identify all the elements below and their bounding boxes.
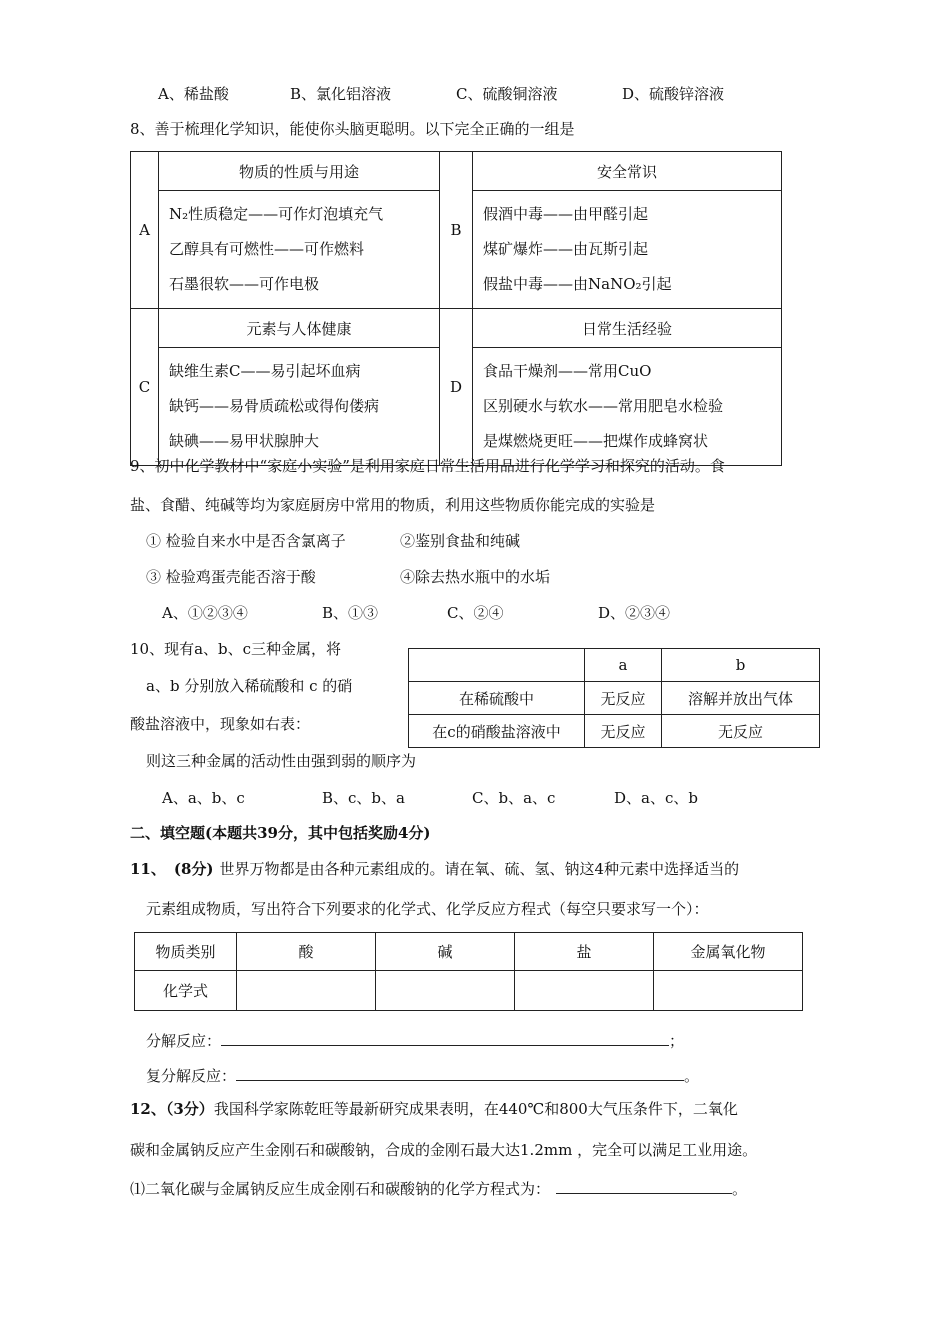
q11-text-1: 世界万物都是由各种元素组成的。请在氧、硫、氢、钠这4种元素中选择适当的 <box>219 860 740 878</box>
q9-item-2: ②鉴别食盐和纯碱 <box>400 532 521 550</box>
q12-points: （3分） <box>165 1100 214 1118</box>
q10-header-empty <box>409 649 585 682</box>
q11-answer-cell[interactable] <box>515 971 654 1011</box>
q8-b-line: 煤矿爆炸——由瓦斯引起 <box>483 240 649 258</box>
q7-option-d: D、硫酸锌溶液 <box>622 85 725 103</box>
q9-item-4: ④除去热水瓶中的水垢 <box>400 568 551 586</box>
q11-row-label: 化学式 <box>135 971 237 1011</box>
q8-c-body <box>159 348 440 466</box>
q8-stem: 8、善于梳理化学知识，能使你头脑更聪明。以下完全正确的一组是 <box>130 120 575 138</box>
q9-option-b: B、①③ <box>322 604 379 622</box>
q10-header-a: a <box>585 649 662 682</box>
q7-option-c: C、硫酸铜溶液 <box>456 85 558 103</box>
q9-item-3: ③ 检验鸡蛋壳能否溶于酸 <box>146 568 316 586</box>
q11-header: 盐 <box>515 933 654 971</box>
q10-cell: 无反应 <box>585 682 662 715</box>
q10-line-2: a、b 分别放入稀硫酸和 c 的硝 <box>146 677 353 695</box>
q8-letter-b: B <box>440 152 473 309</box>
q8-a-line: 石墨很软——可作电极 <box>169 275 320 293</box>
q12-line-1 <box>130 1098 738 1119</box>
q8-letter-a: A <box>131 152 159 309</box>
q9-stem-1: 9、初中化学教材中“家庭小实验”是利用家庭日常生活用品进行化学学习和探究的活动。食 <box>130 457 725 475</box>
q11-decomp-row <box>146 1028 684 1051</box>
q7-option-a: A、稀盐酸 <box>158 85 229 103</box>
q11-points: (8分) <box>173 860 214 878</box>
q11-header: 物质类别 <box>135 933 237 971</box>
q11-answer-cell[interactable] <box>376 971 515 1011</box>
q11-decomp-blank[interactable] <box>221 1028 669 1046</box>
q11-answer-cell[interactable] <box>237 971 376 1011</box>
q8-letter-c: C <box>131 309 159 466</box>
q8-c-line: 缺碘——易甲状腺肿大 <box>169 432 320 450</box>
q8-a-title: 物质的性质与用途 <box>159 152 440 191</box>
q12-sub-1-text: ⑴二氧化碳与金属钠反应生成金刚石和碳酸钠的化学方程式为： <box>130 1180 551 1198</box>
q11-decomp-end: ； <box>669 1032 685 1050</box>
q8-c-title: 元素与人体健康 <box>159 309 440 348</box>
q12-number: 12、 <box>130 1100 166 1118</box>
q10-option-c: C、b、a、c <box>472 789 556 807</box>
q9-item-1: ① 检验自来水中是否含氯离子 <box>146 532 346 550</box>
q11-double-blank[interactable] <box>236 1063 684 1081</box>
q11-double-row <box>146 1063 699 1086</box>
q11-answer-cell[interactable] <box>654 971 803 1011</box>
q11-line-1 <box>130 858 739 879</box>
q10-row-label: 在稀硫酸中 <box>409 682 585 715</box>
q8-table <box>130 151 782 466</box>
q8-d-title: 日常生活经验 <box>473 309 782 348</box>
q8-b-line: 假盐中毒——由NaNO₂引起 <box>483 275 672 293</box>
q9-option-c: C、②④ <box>447 604 504 622</box>
q11-text-2: 元素组成物质，写出符合下列要求的化学式、化学反应方程式（每空只要求写一个）： <box>146 900 709 918</box>
q8-d-line: 是煤燃烧更旺——把煤作成蜂窝状 <box>483 432 709 450</box>
q9-stem-2: 盐、食醋、纯碱等均为家庭厨房中常用的物质，利用这些物质你能完成的实验是 <box>130 496 656 514</box>
q10-cell: 无反应 <box>585 715 662 748</box>
q11-double-label: 复分解反应： <box>146 1067 237 1085</box>
q12-sub-1-blank[interactable] <box>556 1176 732 1194</box>
q8-b-line: 假酒中毒——由甲醛引起 <box>483 205 649 223</box>
q10-header-b: b <box>662 649 820 682</box>
q10-option-d: D、a、c、b <box>614 789 698 807</box>
q9-option-a: A、①②③④ <box>162 604 248 622</box>
q10-cell: 溶解并放出气体 <box>662 682 820 715</box>
q12-sub-1 <box>130 1176 747 1199</box>
q11-header: 酸 <box>237 933 376 971</box>
q11-number: 11、 <box>130 860 166 878</box>
q11-table <box>134 932 803 1011</box>
q8-letter-d: D <box>440 309 473 466</box>
q8-d-line: 区别硬水与软水——常用肥皂水检验 <box>483 397 724 415</box>
q8-d-body <box>473 348 782 466</box>
q10-option-a: A、a、b、c <box>162 789 245 807</box>
section-heading: 二、填空题(本题共39分，其中包括奖励4分) <box>130 824 431 842</box>
q10-line-1: 10、现有a、b、c三种金属，将 <box>130 640 342 658</box>
q10-row-label: 在c的硝酸盐溶液中 <box>409 715 585 748</box>
q10-option-b: B、c、b、a <box>322 789 405 807</box>
q10-line-4: 则这三种金属的活动性由强到弱的顺序为 <box>146 752 417 770</box>
q11-header: 金属氧化物 <box>654 933 803 971</box>
q11-header: 碱 <box>376 933 515 971</box>
q10-line-3: 酸盐溶液中，现象如右表： <box>130 715 311 733</box>
q8-a-line: N₂性质稳定——可作灯泡填充气 <box>169 205 384 223</box>
q12-sub-1-end: 。 <box>732 1180 748 1198</box>
q8-c-line: 缺钙——易骨质疏松或得佝偻病 <box>169 397 380 415</box>
q7-option-b: B、氯化铝溶液 <box>290 85 392 103</box>
q12-text-2: 碳和金属钠反应产生金刚石和碳酸钠，合成的金刚石最大达1.2mm ，完全可以满足工业用途。 <box>130 1141 758 1159</box>
q8-a-body <box>159 191 440 309</box>
q8-d-line: 食品干燥剂——常用CuO <box>483 362 652 380</box>
q9-option-d: D、②③④ <box>598 604 671 622</box>
q11-decomp-label: 分解反应： <box>146 1032 222 1050</box>
q8-b-body <box>473 191 782 309</box>
q12-text-1: 我国科学家陈乾旺等最新研究成果表明，在440℃和800大气压条件下，二氧化 <box>213 1100 738 1118</box>
q8-c-line: 缺维生素C——易引起坏血病 <box>169 362 361 380</box>
q8-a-line: 乙醇具有可燃性——可作燃料 <box>169 240 365 258</box>
q10-table <box>408 648 820 748</box>
q10-cell: 无反应 <box>662 715 820 748</box>
q11-double-end: 。 <box>684 1067 700 1085</box>
q8-b-title: 安全常识 <box>473 152 782 191</box>
